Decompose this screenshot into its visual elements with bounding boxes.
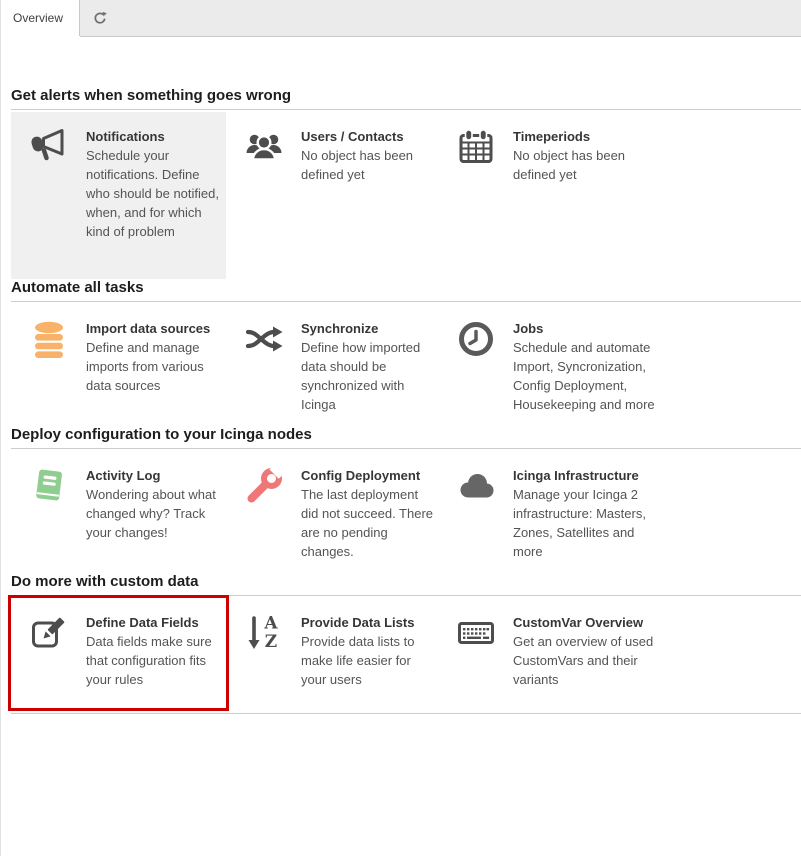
tile-provide-data-lists[interactable] [226, 598, 438, 708]
tile-customvar-overview[interactable] [438, 598, 801, 708]
tile-title: Notifications [86, 129, 165, 144]
tile-users-contacts[interactable] [226, 112, 438, 279]
keyboard-icon [456, 613, 496, 653]
tile-description: Manage your Icinga 2 infrastructure: Masters, Zones, Satellites and more [513, 487, 646, 559]
book-icon [29, 466, 69, 506]
tile-description: The last deployment did not succeed. There are no pending changes. [301, 487, 434, 559]
tile-import-data-sources[interactable] [11, 304, 226, 426]
section-heading-custom-data: Do more with custom data [11, 573, 801, 596]
tile-description: Get an overview of used CustomVars and their variants [513, 634, 654, 687]
tile-icinga-infrastructure[interactable] [438, 451, 801, 573]
tiles-row-deploy [11, 451, 801, 573]
tile-title: Provide Data Lists [301, 615, 415, 630]
svg-text:Z: Z [264, 632, 278, 652]
tiles-row-alerts [11, 112, 801, 279]
tile-title: Import data sources [86, 321, 211, 336]
refresh-button[interactable] [80, 0, 120, 36]
tile-description: Wondering about what changed why? Track your changes! [86, 487, 216, 540]
tab-overview-label: Overview [13, 11, 64, 25]
users-icon [244, 127, 284, 167]
shuffle-icon [244, 319, 284, 359]
tile-title: Config Deployment [301, 468, 421, 483]
tile-description: Define how imported data should be synchronized with Icinga [301, 340, 421, 412]
tile-config-deployment[interactable] [226, 451, 438, 573]
tile-jobs[interactable] [438, 304, 801, 426]
sort-alpha-icon [244, 613, 284, 653]
tile-title: Icinga Infrastructure [513, 468, 639, 483]
cloud-icon [456, 466, 496, 506]
overview-dashboard [1, 37, 801, 714]
tile-title: Timeperiods [513, 129, 591, 144]
refresh-icon [92, 10, 108, 26]
edit-icon [29, 613, 69, 653]
clock-icon [456, 319, 496, 359]
tile-notifications[interactable] [11, 112, 226, 279]
tiles-row-automate [11, 304, 801, 426]
tile-description: Data fields make sure that configuration fits your rules [86, 634, 212, 687]
calendar-icon [456, 127, 496, 167]
tile-activity-log[interactable] [11, 451, 226, 573]
tiles-row-custom-data [11, 598, 801, 708]
tile-define-data-fields[interactable] [11, 598, 226, 708]
tile-description: No object has been defined yet [513, 148, 626, 182]
tile-synchronize[interactable] [226, 304, 438, 426]
tile-title: Define Data Fields [86, 615, 199, 630]
database-icon [29, 319, 69, 359]
svg-text:A: A [264, 613, 278, 634]
tile-description: Schedule and automate Import, Syncronization, Config Deployment, Housekeeping and more [513, 340, 655, 412]
tile-timeperiods[interactable] [438, 112, 801, 279]
tile-title: CustomVar Overview [513, 615, 644, 630]
tile-description: Schedule your notifications. Define who should be notified, when, and for which kind of problem [86, 148, 219, 239]
tab-bar [1, 0, 801, 37]
section-heading-deploy: Deploy configuration to your Icinga nodes [11, 426, 801, 449]
tile-title: Users / Contacts [301, 129, 404, 144]
tile-title: Jobs [513, 321, 544, 336]
tile-description: Define and manage imports from various data sources [86, 340, 204, 393]
megaphone-icon [29, 127, 69, 167]
wrench-icon [244, 466, 284, 506]
next-section-divider [11, 713, 801, 714]
tab-overview[interactable] [1, 0, 80, 36]
section-heading-automate: Automate all tasks [11, 279, 801, 302]
tile-description: Provide data lists to make life easier for your users [301, 634, 415, 687]
tile-title: Activity Log [86, 468, 161, 483]
tile-title: Synchronize [301, 321, 379, 336]
tile-description: No object has been defined yet [301, 148, 414, 182]
section-heading-alerts: Get alerts when something goes wrong [11, 87, 801, 110]
